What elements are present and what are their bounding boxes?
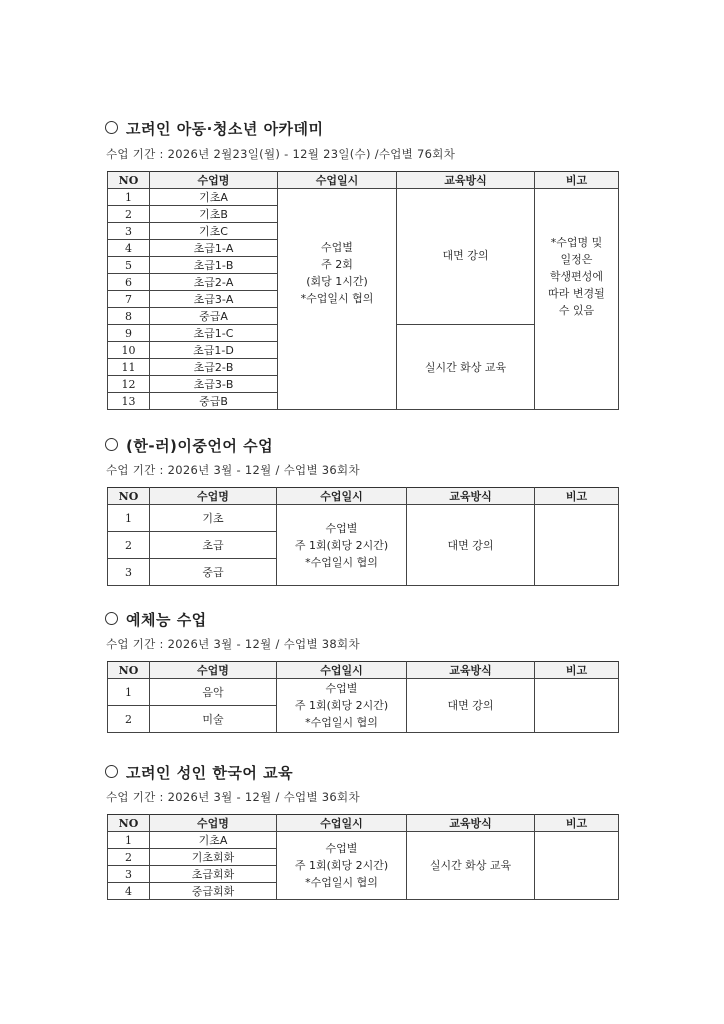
note-cell [535,832,619,900]
header-class-name: 수업명 [150,172,278,189]
row-no: 3 [108,559,150,586]
circle-bullet-icon [105,612,118,625]
table-row [108,679,619,706]
row-no: 2 [108,706,150,733]
schedule-cell [277,679,407,733]
header-no: NO [108,488,150,505]
table-row [108,832,619,849]
schedule-line: (회당 1시간) [306,275,368,288]
class-period: 수업 기간 : 2026년 3월 - 12월 / 수업별 36회차 [106,790,360,804]
header-schedule: 수업일시 [277,662,407,679]
row-class-name: 초급3-B [150,376,278,393]
schedule-line: *수업일시 협의 [305,555,378,569]
row-no: 1 [108,679,150,706]
schedule-line: *수업일시 협의 [305,716,378,729]
method-cell [397,189,535,325]
row-no: 1 [108,832,150,849]
method-cell [397,325,535,410]
header-no: NO [108,662,150,679]
row-no: 3 [108,866,150,883]
header-no: NO [108,172,150,189]
row-class-name: 기초A [150,189,278,206]
method-cell [407,832,535,900]
row-no: 4 [108,240,150,257]
row-class-name: 중급 [150,559,277,586]
circle-bullet-icon [105,438,118,451]
row-no: 6 [108,274,150,291]
schedule-cell [277,832,407,900]
row-class-name: 음악 [150,679,277,706]
row-no: 8 [108,308,150,325]
note-line: 학생편성에 [549,269,604,283]
row-no: 4 [108,883,150,900]
method-text: 대면 강의 [447,699,494,712]
schedule-line: 주 1회(회당 2시간) [294,699,389,712]
row-no: 2 [108,849,150,866]
class-period: 수업 기간 : 2026년 3월 - 12월 / 수업별 36회차 [106,463,360,477]
row-class-name: 기초B [150,206,278,223]
row-no: 1 [108,189,150,206]
row-no: 1 [108,505,150,532]
row-no: 9 [108,325,150,342]
table-header-row [108,172,619,189]
method-text: 대면 강의 [442,249,489,262]
row-class-name: 기초C [150,223,278,240]
header-schedule: 수업일시 [277,488,407,505]
header-method: 교육방식 [397,172,535,189]
header-note: 비고 [535,172,619,189]
header-class-name: 수업명 [150,815,277,832]
schedule-cell [278,189,397,410]
class-table [107,814,619,900]
header-note: 비고 [535,662,619,679]
circle-bullet-icon [105,765,118,778]
row-class-name: 초급3-A [150,291,278,308]
row-no: 13 [108,393,150,410]
table-header-row [108,815,619,832]
row-no: 2 [108,532,150,559]
schedule-line: *수업일시 협의 [300,292,374,305]
note-cell [535,189,619,410]
schedule-line: 주 1회(회당 2시간) [294,859,389,872]
section-title [105,435,273,456]
class-table [107,487,619,586]
header-method: 교육방식 [407,488,535,505]
row-class-name: 중급B [150,393,278,410]
row-class-name: 초급 [150,532,277,559]
row-class-name: 중급A [150,308,278,325]
schedule-line: 주 1회(회당 2시간) [294,538,389,552]
section-title [105,609,207,630]
row-class-name: 초급1-C [150,325,278,342]
header-note: 비고 [535,815,619,832]
header-schedule: 수업일시 [277,815,407,832]
header-no: NO [108,815,150,832]
class-table [107,661,619,733]
row-no: 12 [108,376,150,393]
row-no: 11 [108,359,150,376]
header-class-name: 수업명 [150,662,277,679]
method-cell [407,679,535,733]
row-class-name: 초급2-B [150,359,278,376]
row-no: 5 [108,257,150,274]
header-note: 비고 [535,488,619,505]
section-title [105,118,324,139]
row-no: 2 [108,206,150,223]
method-text: 대면 강의 [447,538,494,552]
row-class-name: 초급1-D [150,342,278,359]
method-text: 실시간 화상 교육 [429,859,512,872]
row-class-name: 초급1-B [150,257,278,274]
schedule-line: *수업일시 협의 [305,876,378,889]
method-text: 실시간 화상 교육 [424,360,507,374]
section-title-text: (한-러)이중언어 수업 [126,437,274,455]
class-period: 수업 기간 : 2026년 2월23일(월) - 12월 23일(수) /수업별 76회차 [106,147,456,161]
row-class-name: 기초 [150,505,277,532]
row-class-name: 초급1-A [150,240,278,257]
table-header-row [108,488,619,505]
row-no: 7 [108,291,150,308]
note-line: 수 있음 [558,303,595,317]
row-class-name: 기초회화 [150,849,277,866]
row-class-name: 기초A [150,832,277,849]
section-title-text: 고려인 아동·청소년 아카데미 [126,120,324,138]
section-title [105,762,293,783]
note-line: *수업명 및 [550,235,603,249]
header-schedule: 수업일시 [278,172,397,189]
table-row [108,189,619,206]
schedule-cell [277,505,407,586]
schedule-line: 수업별 [321,241,353,254]
table-row [108,505,619,532]
method-cell [407,505,535,586]
note-line: 일정은 [560,252,593,266]
schedule-line: 수업별 [325,842,358,855]
class-table [107,171,619,410]
table-header-row [108,662,619,679]
row-class-name: 초급2-A [150,274,278,291]
header-method: 교육방식 [407,815,535,832]
section-title-text: 고려인 성인 한국어 교육 [126,764,294,782]
class-period: 수업 기간 : 2026년 3월 - 12월 / 수업별 38회차 [106,637,360,651]
schedule-line: 수업별 [325,682,358,695]
header-method: 교육방식 [407,662,535,679]
row-class-name: 미술 [150,706,277,733]
row-no: 10 [108,342,150,359]
header-class-name: 수업명 [150,488,277,505]
note-cell [535,505,619,586]
circle-bullet-icon [105,121,118,134]
row-class-name: 초급회화 [150,866,277,883]
note-line: 따라 변경될 [548,286,605,300]
row-no: 3 [108,223,150,240]
row-class-name: 중급회화 [150,883,277,900]
section-title-text: 예체능 수업 [126,611,207,629]
schedule-line: 주 2회 [321,258,353,271]
schedule-line: 수업별 [325,521,358,535]
note-cell [535,679,619,733]
